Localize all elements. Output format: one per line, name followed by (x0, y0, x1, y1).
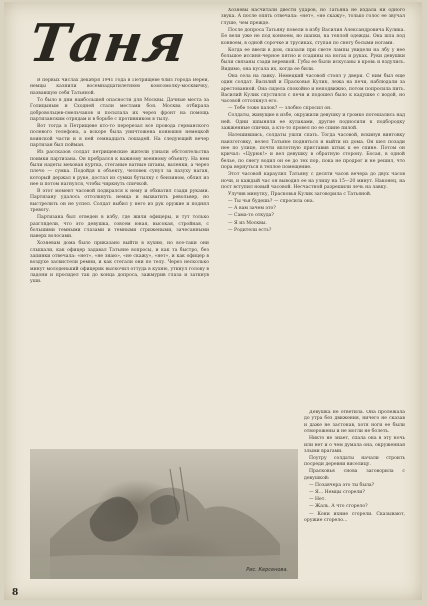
article-paragraph: Никто не знает, спала она в эту ночь или нет и о чем думала она, окруженная злыми врагами. (304, 436, 405, 454)
article-paragraph: Партизана был отведен в избу, где жили офицеры, и тут только разглядели, что это девушка, совсем юная, высокая, стройная, с большими темными глазами и темными стрижеными, зачесанными наверх волосами. (30, 215, 209, 240)
page-number: 8 (12, 588, 19, 598)
article-paragraph: — Тебе тоже палок? — злобно спросил он. (228, 106, 332, 112)
article-column-right-bottom (304, 410, 405, 588)
article-paragraph: — Жаль. А что сгорело? (309, 504, 368, 510)
article-paragraph: — А вам зачем это? (228, 206, 276, 212)
article-paragraph: После допроса Татьяну повели в избу Василия Александровича Кулика. Ее вели уже не под конвоем, но шапки, на теплой одежды. Она шла под конвоем, в одной сорочке и трусиках, ступая по снегу босыми ногами. (221, 27, 405, 46)
article-paragraph: В первых числах декабря 1941 года в Петрищеве близ города Вереи, немцы казнили восемнадцатилетнюю комсомолку-москвичку, назвавшую себя Татьяной. (30, 78, 209, 96)
illustration-drawing (30, 449, 298, 579)
article-paragraph: Прасковья снова заговорила с девушкой: (304, 469, 405, 481)
article-paragraph: То было в дни наибольшей опасности для Москвы. Дачные места за Голицыным и Сходней стали местами боя. Москва отбирала добровольцев-смельчаков и посылала их через фронт на помощь партизанским отрядам и в борьбе с противником в тылу. (30, 97, 209, 122)
article-paragraph: Хозяевам дома было приказано выйти в кухню, но все-таки они слышали, как офицер задавал Татьяне вопросы, и как та быстро, без запинки отвечала: «нет», «не знаю», «не скажу», «нет», и как офицер в воздухе засвистели ремни, и как стегали они по телу. Через несколько минут молоденький офицерик выскочил оттуда в кухню, уткнул голову в ладони и просидел так до конца допроса, зажмурив глаза и заткнув уши. (30, 241, 209, 285)
article-paragraph: Она села на лавку. Немецкий часовой стоял у двери. С ним был еще один солдат. Василий и Прасковья Кулик, лежа на печи, наблюдали за арестованной. Она сидела спокойно и неподвижно, потом попросила пить. Василий Кулик спустился с печи и подошел было к кадушке с водой, но часовой оттолкнул его. (221, 73, 405, 105)
article-paragraph: Натешившись, солдаты ушли спать. Тогда часовой, вскинув винтовку наизготовку, велел Татьяне подняться и выйти из дома. Он шел позади нее по улице, почти вплотную приставив штык к ее спине. Потом он кричал: «Цурюк!» и вел девушку в обратную сторону. Босая, в одной белье, по снегу водил он ее до тех пор, пока не продрог и не решил, что пора вернуться в теплое помещение. (221, 133, 405, 171)
article-paragraph: В этот момент часовой подкрался к нему и обхватил сзади руками. Партизану удалось оттолкнуть немца и выхватить револьвер, но выстрелить он не успел. Солдат выбил у него из рук оружие и поднял тревогу. (30, 189, 209, 214)
article-paragraph: Хозяевы насчитали двести ударов, но Татьяна не издала ни одного звука. А после опять отвечала: «нет», «не скажу», только голос ее звучал глуше, чем прежде. (221, 8, 405, 26)
article-paragraph: Вот тогда в Петрищеве кто-то перерезал все провода германского полевого телефона, а вскоре была уничтожена конюшня немецкой воинской части и в ней семнадцать лошадей. На следующий вечер партизан был пойман. (30, 124, 209, 149)
newspaper-page (4, 2, 422, 600)
article-column-left (30, 78, 209, 446)
article-paragraph: — Я из Москвы. (228, 220, 267, 226)
illustration-photo (30, 449, 298, 579)
article-paragraph: Этот часовой караулил Татьяну с десяти часов вечера до двух часов ночи, и каждый час он выводил ее на улицу на 15—20 минут. Наконец, на пост вступил новый часовой. Несчастной разрешили лечь на лавку. (221, 172, 405, 190)
article-paragraph: Когда ее ввели в дом, сказали при свете лампы увидели на лбу у нее большое иссиня-черное пятно и ссадины на ногах и руках. Руки девушки были связаны сзади веревкой. Губы ее были искусаны в кровь и вздулись. Видимо, она кусала их, когда ее били. (221, 47, 405, 72)
article-title: Таня (25, 13, 191, 74)
article-paragraph: — Позавчера это ты была? (309, 482, 375, 488)
article-paragraph: — Кони ихние сгорели. Сказывают, оружие сгорело... (304, 511, 405, 523)
article-paragraph: Солдаты, живущие в избе, окружили девушку и громко потешались над ней. Одни шпыняли ее кулаками, другие подносили к подбородку зажженные спички, а кто-то провел по ее спине пилой. (221, 113, 405, 132)
article-paragraph: Девушка не ответила. Она пролежала до утра без движения, ничего не сказав и даже не застонав, хотя ноги ее были отморожены и не могли не болеть. (304, 410, 405, 435)
article-paragraph: Из рассказов солдат петрищевские жители узнали обстоятельства поимки партизана. Он пробрался к важному военному объекту. На нем были надеты меховая куртка, стеганые ватные штаны, валенки, а через плечо — сумка. Подойдя к объекту, человек сунул за пазуху наган, который держал в руке, достал из сумки бутылку с бензином, облил из нее и потом нагнулся, чтобы чиркнуть спичкой. (30, 150, 209, 187)
article-paragraph: Поутру солдаты начали строить посреди деревни виселицу. (304, 456, 405, 468)
article-paragraph: — Родители есть? (228, 227, 272, 233)
article-paragraph: — Сама-то откуда? (228, 213, 274, 219)
photo-caption: Рис. Керсенова. (246, 567, 288, 573)
article-paragraph: — Нет. (309, 497, 326, 503)
article-column-right-top (221, 8, 405, 406)
article-paragraph: Улучив минутку, Прасковья Кулик заговорила с Татьяной. (228, 192, 372, 197)
article-paragraph: — Ты чья будешь? — спросила она. (228, 199, 315, 205)
article-paragraph: — Я... Немцы сгорели? (309, 490, 365, 496)
